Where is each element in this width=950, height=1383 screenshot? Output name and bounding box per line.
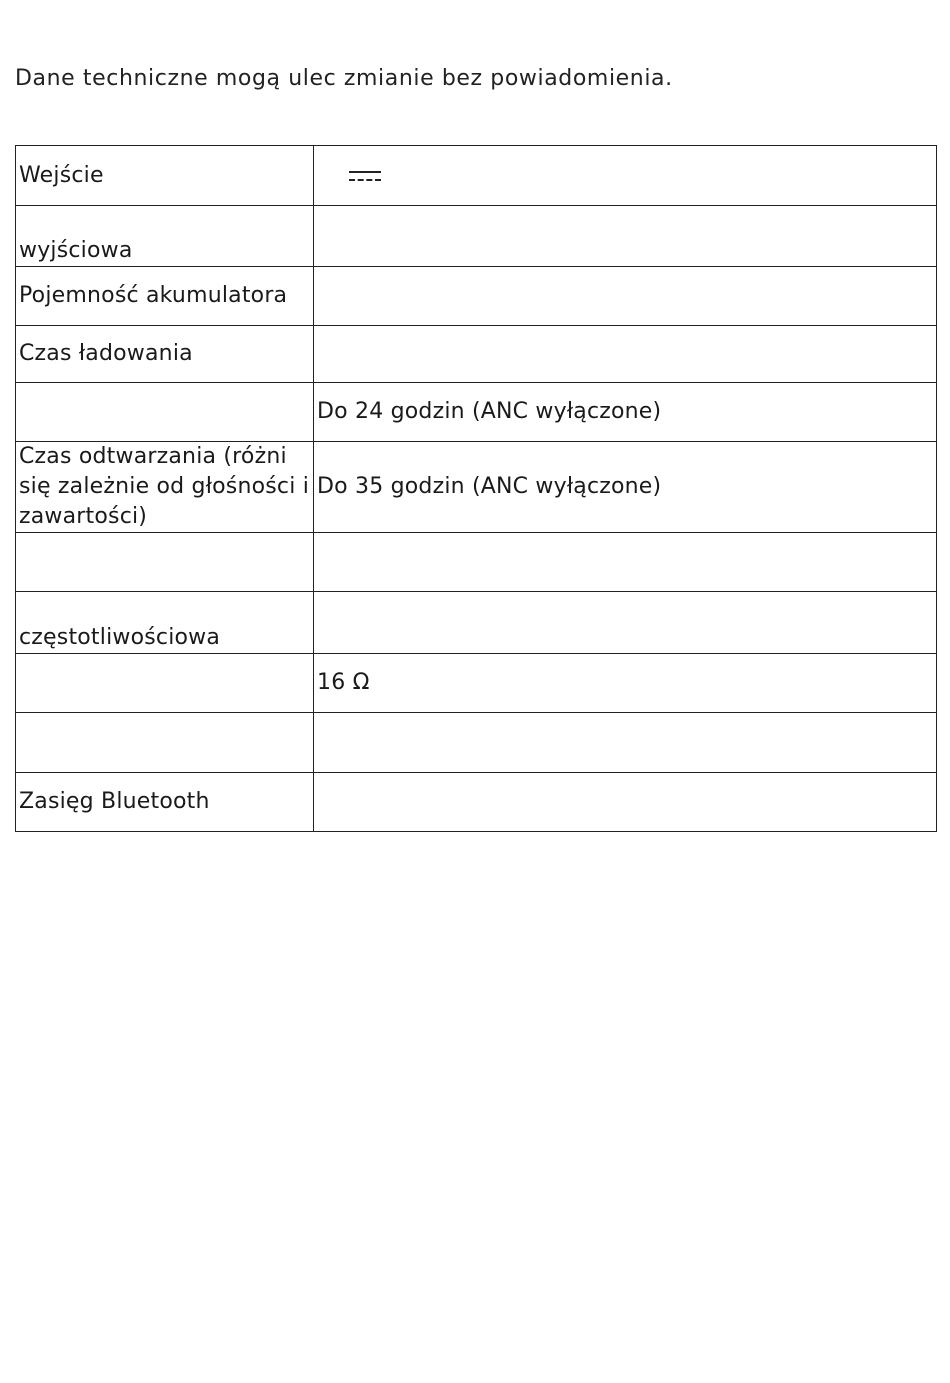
- spec-label: [16, 383, 314, 442]
- spec-value: Do 35 godzin (ANC wyłączone): [314, 442, 937, 533]
- spec-value: 16 Ω: [314, 654, 937, 713]
- spec-value: [314, 533, 937, 592]
- table-row: [16, 206, 937, 267]
- spec-label: Pojemność akumulatora: [16, 267, 314, 326]
- spec-value: [314, 146, 937, 206]
- spec-value: [314, 713, 937, 773]
- spec-value: Do 24 godzin (ANC wyłączone): [314, 383, 937, 442]
- table-row: [16, 146, 937, 206]
- table-row: [16, 267, 937, 326]
- spec-label: Zasięg Bluetooth: [16, 773, 314, 832]
- table-row: [16, 654, 937, 713]
- spec-label: wyjściowa: [16, 206, 314, 267]
- spec-value: [314, 206, 937, 267]
- table-row: [16, 533, 937, 592]
- spec-label: częstotliwościowa: [16, 592, 314, 654]
- table-row: [16, 592, 937, 654]
- spec-label: Wejście: [16, 146, 314, 206]
- spec-label: Czas odtwarzania (różni się zależnie od głośności i zawartości): [16, 442, 314, 533]
- spec-label: Czas ładowania: [16, 326, 314, 383]
- spec-label: [16, 713, 314, 773]
- spec-value: [314, 326, 937, 383]
- specifications-table: [15, 145, 937, 832]
- spec-value: [314, 773, 937, 832]
- spec-value: [314, 267, 937, 326]
- spec-label: [16, 533, 314, 592]
- spec-change-notice: Dane techniczne mogą ulec zmianie bez powiadomienia.: [15, 66, 673, 91]
- direct-current-icon: [349, 169, 381, 183]
- table-row: [16, 326, 937, 383]
- table-row: [16, 713, 937, 773]
- table-row: [16, 383, 937, 442]
- spec-label: [16, 654, 314, 713]
- table-row: [16, 773, 937, 832]
- spec-value: [314, 592, 937, 654]
- table-row: [16, 442, 937, 533]
